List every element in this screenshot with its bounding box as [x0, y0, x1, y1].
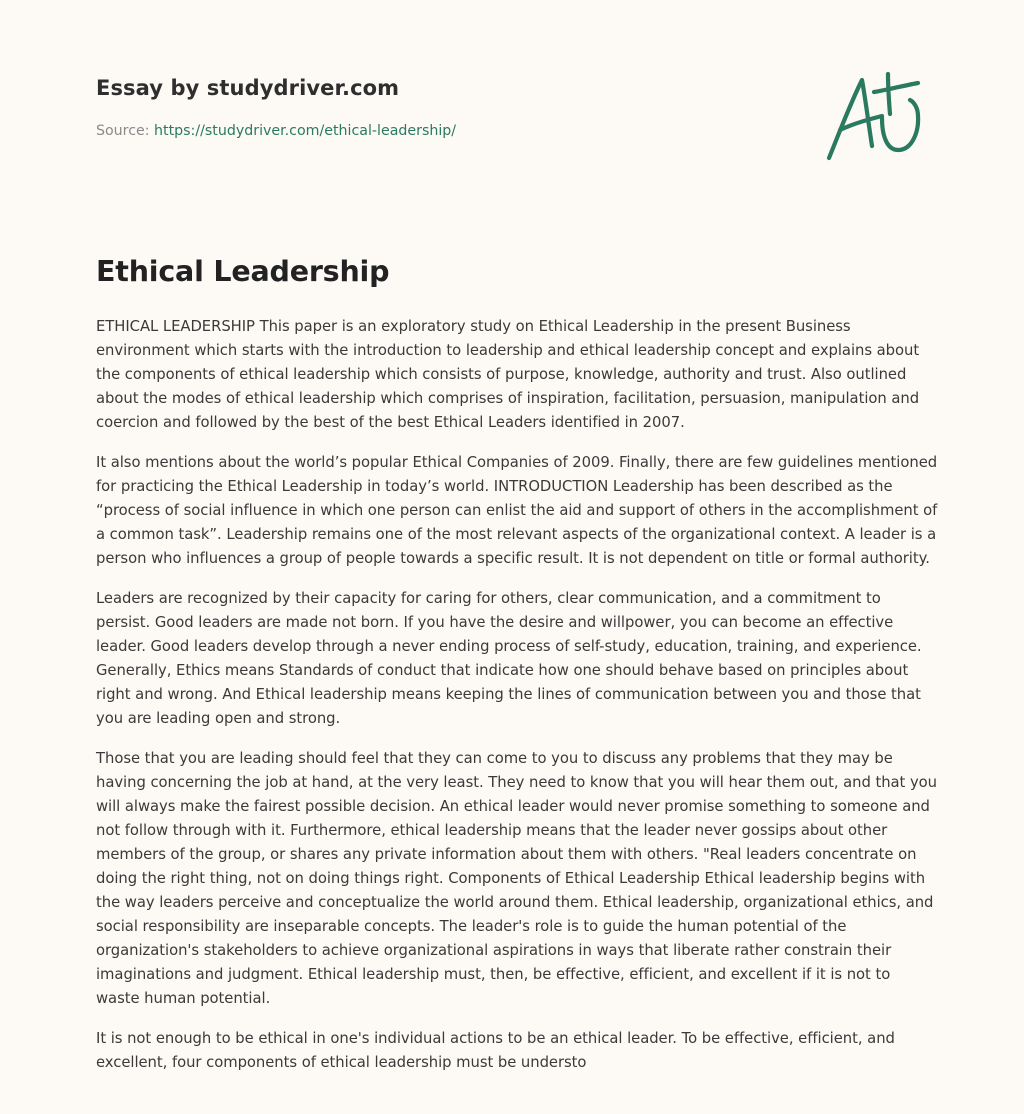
source-line [96, 123, 456, 139]
article-paragraph: ETHICAL LEADERSHIP This paper is an exploratory study on Ethical Leadership in the present Business environment which starts with the introduction to leadership and ethical leadership concept and explains about the components of ethical leadership which consists of purpose, knowledge, authority and trust. Also outlined about the modes of ethical leadership which comprises of inspiration, facilitation, persuasion, manipulation and coercion and followed by the best of the best Ethical Leaders identified in 2007. [96, 318, 920, 431]
page-header [0, 0, 1024, 200]
article-title: Ethical Leadership [96, 255, 390, 288]
article-body [96, 315, 938, 1091]
article-paragraph: It is not enough to be ethical in one's individual actions to be an ethical leader. To be effective, efficient, and excellent, four components of ethical leadership must be understo [96, 1030, 895, 1071]
source-label: Source: [96, 123, 155, 139]
brand-title: Essay by studydriver.com [96, 76, 400, 100]
article-paragraph: Leaders are recognized by their capacity for caring for others, clear communication, and a commitment to persist. Good leaders are made not born. If you have the desire and willpower, you can become an effective leader. Good leaders develop through a never ending process of self-study, education, training, and experience. Generally, Ethics means Standards of conduct that indicate how one should behave based on principles about right and wrong. And Ethical leadership means keeping the lines of communication between you and those that you are leading open and strong. [96, 590, 922, 727]
source-link[interactable]: https://studydriver.com/ethical-leadership/ [154, 123, 457, 139]
article-paragraph: Those that you are leading should feel that they can come to you to discuss any problems that they may be having concerning the job at hand, at the very least. They need to know that you will hear them out, and that you will always make the fairest possible decision. An ethical leader would never promise something to someone and not follow through with it. Furthermore, ethical leadership means that the leader never gossips about other members of the group, or shares any private information about them with others. "Real leaders concentrate on doing the right thing, not on doing things right. Components of Ethical Leadership Ethical leadership begins with the way leaders perceive and conceptualize the world around them. Ethical leadership, organizational ethics, and social responsibility are inseparable concepts. The leader's role is to guide the human potential of the organization's stakeholders to achieve organizational aspirations in ways that liberate rather constrain their imaginations and judgment. Ethical leadership must, then, be effective, efficient, and excellent if it is not to waste human potential. [96, 750, 938, 1007]
article-paragraph: It also mentions about the world’s popular Ethical Companies of 2009. Finally, there are few guidelines mentioned for practicing the Ethical Leadership in today’s world. INTRODUCTION Leadership has been described as the “process of social influence in which one person can enlist the aid and support of others in the accomplishment of a common task”. Leadership remains one of the most relevant aspects of the organizational context. A leader is a person who influences a group of people towards a specific result. It is not dependent on title or formal authority. [96, 454, 938, 567]
a-plus-logo-icon [822, 66, 930, 166]
